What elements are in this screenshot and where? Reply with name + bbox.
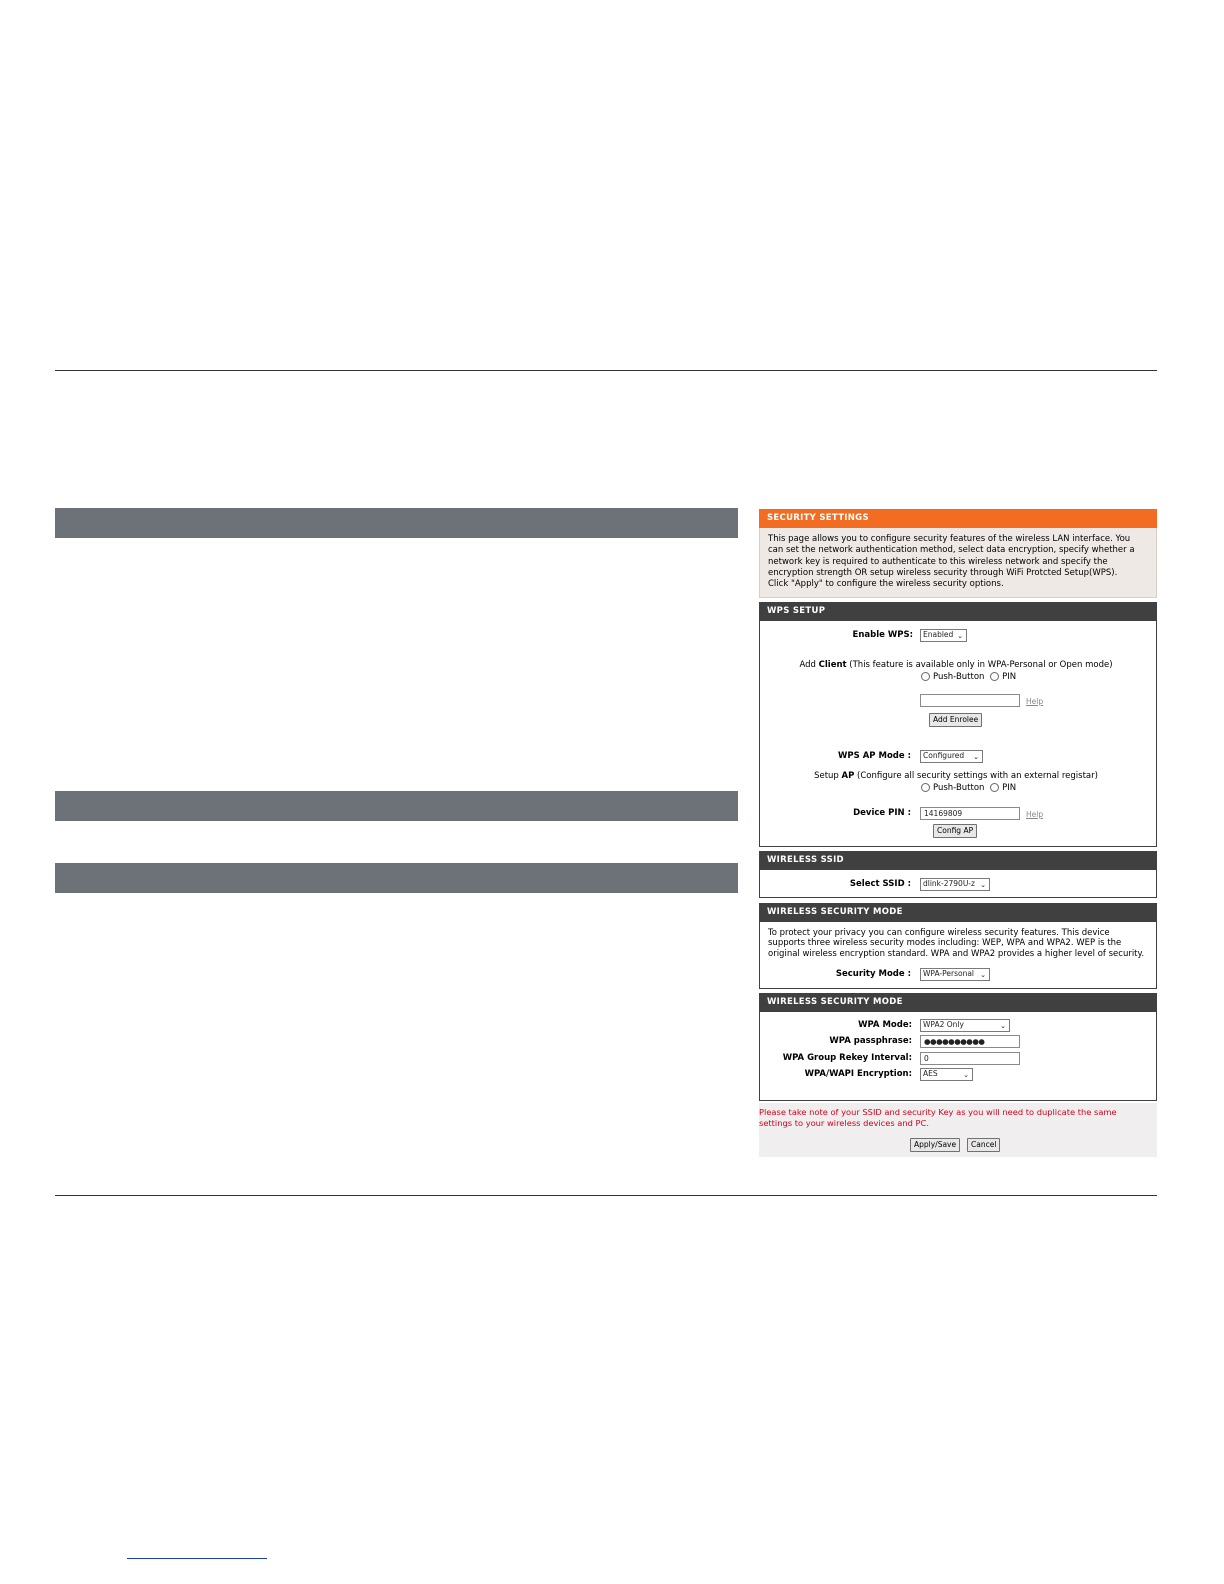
section-bar-1	[55, 508, 738, 538]
chevron-down-icon: ⌄	[980, 881, 986, 889]
add-client-prefix: Add	[799, 660, 816, 670]
wireless-ssid-header: WIRELESS SSID	[759, 851, 1157, 870]
device-pin-label: Device PIN :	[853, 808, 911, 818]
wireless-security-mode-header: WIRELESS SECURITY MODE	[759, 903, 1157, 922]
add-client-bold: Client	[818, 660, 847, 670]
wpa-settings-panel	[759, 993, 1157, 1101]
wpa-mode-select[interactable]	[920, 1019, 1010, 1032]
enable-wps-select[interactable]	[920, 629, 967, 642]
ap-push-button-radio[interactable]	[921, 783, 930, 792]
enrollee-help-link[interactable]: Help	[1026, 697, 1044, 706]
wireless-security-mode-body	[759, 922, 1157, 989]
security-settings-description: This page allows you to configure security features of the wireless LAN interface. You can set the network authentication method, select data encryption, specify whether a network key is required to authenticate to this wireless network and specify the encryption strength OR setup wireless security through WiFi Protcted Setup(WPS).	[768, 534, 1135, 578]
client-pin-label: PIN	[1002, 672, 1017, 682]
ap-method-radios	[921, 783, 1016, 794]
wpa-passphrase-label: WPA passphrase:	[829, 1036, 912, 1046]
apply-hint: Click "Apply" to configure the wireless security options.	[768, 579, 1004, 590]
client-push-button-label: Push-Button	[933, 672, 985, 682]
enable-wps-value: Enabled	[923, 630, 954, 639]
add-client-line	[758, 660, 1154, 671]
security-settings-header: SECURITY SETTINGS	[759, 509, 1157, 528]
wpa-encryption-value: AES	[923, 1069, 938, 1078]
wpa-settings-body	[759, 1012, 1157, 1101]
section-bar-2	[55, 791, 738, 821]
client-pin-radio[interactable]	[990, 672, 999, 681]
client-method-radios	[921, 672, 1016, 683]
select-ssid-value: dlink-2790U-z	[923, 879, 975, 888]
select-ssid-label: Select SSID :	[849, 879, 911, 889]
add-client-note: (This feature is available only in WPA-Personal or Open mode)	[849, 660, 1113, 670]
wpa-rekey-label: WPA Group Rekey Interval:	[782, 1053, 912, 1063]
wpa-mode-value: WPA2 Only	[923, 1020, 964, 1029]
enable-wps-label: Enable WPS:	[852, 630, 913, 640]
chevron-down-icon: ⌄	[1000, 1022, 1006, 1030]
wireless-ssid-panel	[759, 851, 1157, 898]
top-divider	[55, 370, 1157, 371]
wps-setup-body	[759, 621, 1157, 847]
cancel-button[interactable]: Cancel	[967, 1138, 1000, 1152]
wpa-rekey-input[interactable]: 0	[920, 1052, 1020, 1065]
wireless-ssid-body	[759, 870, 1157, 898]
setup-ap-prefix: Setup	[814, 771, 839, 781]
security-settings-panel	[759, 509, 1157, 598]
setup-ap-bold: AP	[841, 771, 855, 781]
wireless-security-mode-panel	[759, 903, 1157, 989]
security-mode-value: WPA-Personal	[923, 969, 975, 978]
wpa-encryption-select[interactable]	[920, 1068, 973, 1081]
footer-note: Please take note of your SSID and security Key as you will need to duplicate the same settings to your wireless devices and PC.	[759, 1107, 1117, 1128]
ap-pin-radio[interactable]	[990, 783, 999, 792]
ap-pin-label: PIN	[1002, 783, 1017, 793]
wps-ap-mode-value: Configured	[923, 751, 965, 760]
wps-setup-header: WPS SETUP	[759, 602, 1157, 621]
security-mode-label: Security Mode :	[835, 969, 911, 979]
client-push-button-radio[interactable]	[921, 672, 930, 681]
wps-setup-panel	[759, 602, 1157, 847]
config-ap-button[interactable]: Config AP	[933, 824, 977, 838]
security-mode-select[interactable]	[920, 968, 990, 981]
chevron-down-icon: ⌄	[957, 632, 963, 640]
section-bar-3	[55, 863, 738, 893]
security-settings-body	[759, 528, 1157, 598]
security-mode-description: To protect your privacy you can configure wireless security features. This device supports three wireless security modes including: WEP, WPA and WPA2. WEP is the original wireless encryption standard. WPA and WPA2 provides a higher level of security.	[768, 928, 1145, 959]
wpa-settings-header: WIRELESS SECURITY MODE	[759, 993, 1157, 1012]
apply-save-button[interactable]: Apply/Save	[910, 1138, 960, 1152]
chevron-down-icon: ⌄	[963, 1071, 969, 1079]
setup-ap-note: (Configure all security settings with an external registar)	[857, 771, 1098, 781]
bottom-divider	[55, 1195, 1157, 1196]
wpa-encryption-label: WPA/WAPI Encryption:	[804, 1069, 912, 1079]
wpa-mode-label: WPA Mode:	[858, 1020, 912, 1030]
add-enrollee-button[interactable]: Add Enrolee	[929, 713, 982, 727]
wpa-passphrase-input[interactable]: ●●●●●●●●●●	[920, 1035, 1020, 1048]
setup-ap-line	[758, 771, 1154, 782]
chevron-down-icon: ⌄	[973, 753, 979, 761]
chevron-down-icon: ⌄	[980, 971, 986, 979]
footer-area	[759, 1103, 1157, 1157]
device-pin-help-link[interactable]: Help	[1026, 810, 1044, 819]
select-ssid-select[interactable]	[920, 878, 990, 891]
footer-link-underline[interactable]	[127, 1558, 267, 1559]
wps-ap-mode-label: WPS AP Mode :	[838, 751, 911, 761]
ap-push-button-label: Push-Button	[933, 783, 985, 793]
enrollee-pin-input[interactable]	[920, 694, 1020, 707]
wps-ap-mode-select[interactable]	[920, 750, 983, 763]
device-pin-input[interactable]: 14169809	[920, 807, 1020, 820]
